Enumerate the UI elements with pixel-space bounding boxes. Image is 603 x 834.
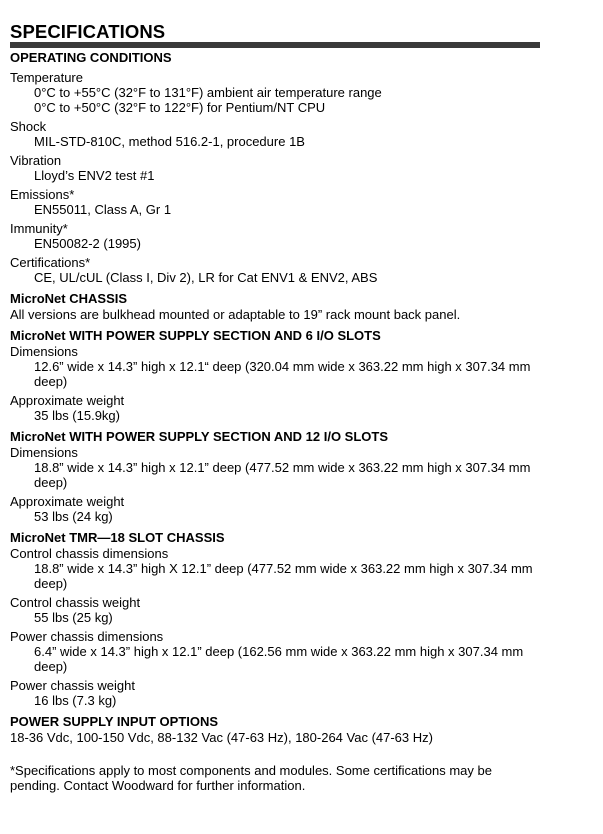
spec-value-temperature-ambient: 0°C to +55°C (32°F to 131°F) ambient air temperature range <box>34 85 382 100</box>
spec-sheet <box>10 22 595 793</box>
spec-label-power-chassis-dimensions: Power chassis dimensions <box>10 629 164 644</box>
spec-label-6-slot-weight: Approximate weight <box>10 393 125 408</box>
spec-value-6-slot-dimensions: 12.6” wide x 14.3” high x 12.1“ deep (320.04 mm wide x 363.22 mm high x 307.34 mm deep) <box>34 359 531 389</box>
spec-label-certifications: Certifications* <box>10 255 91 270</box>
section-heading-power-supply: POWER SUPPLY INPUT OPTIONS <box>10 714 219 729</box>
spec-label-12-slot-dimensions: Dimensions <box>10 445 78 460</box>
spec-label-power-chassis-weight: Power chassis weight <box>10 678 135 693</box>
footnote: *Specifications apply to most components and modules. Some certifications may be pending. Contact Woodward for further information. <box>10 763 492 793</box>
spec-label-vibration: Vibration <box>10 153 62 168</box>
spec-value-power-chassis-dimensions: 6.4” wide x 14.3” high x 12.1” deep (162.56 mm wide x 363.22 mm high x 307.34 mm deep) <box>34 644 524 674</box>
title-rule <box>10 42 540 48</box>
spec-value-12-slot-weight: 53 lbs (24 kg) <box>34 509 113 524</box>
spec-value-control-chassis-dimensions: 18.8” wide x 14.3” high X 12.1” deep (477.52 mm wide x 363.22 mm high x 307.34 mm deep) <box>34 561 533 591</box>
section-heading-tmr-chassis: MicroNet TMR—18 SLOT CHASSIS <box>10 530 225 545</box>
spec-label-shock: Shock <box>10 119 47 134</box>
section-heading-6-slots: MicroNet WITH POWER SUPPLY SECTION AND 6 I/O SLOTS <box>10 328 381 343</box>
spec-value-certifications: CE, UL/cUL (Class I, Div 2), LR for Cat ENV1 & ENV2, ABS <box>34 270 378 285</box>
spec-value-immunity: EN50082-2 (1995) <box>34 236 141 251</box>
spec-value-power-chassis-weight: 16 lbs (7.3 kg) <box>34 693 117 708</box>
spec-label-control-chassis-weight: Control chassis weight <box>10 595 141 610</box>
power-supply-options-text: 18-36 Vdc, 100-150 Vdc, 88-132 Vac (47-63 Hz), 180-264 Vac (47-63 Hz) <box>10 730 433 745</box>
spec-value-6-slot-weight: 35 lbs (15.9kg) <box>34 408 120 423</box>
spec-label-emissions: Emissions* <box>10 187 75 202</box>
spec-label-6-slot-dimensions: Dimensions <box>10 344 78 359</box>
section-heading-12-slots: MicroNet WITH POWER SUPPLY SECTION AND 12 I/O SLOTS <box>10 429 389 444</box>
spec-value-emissions: EN55011, Class A, Gr 1 <box>34 202 172 217</box>
spec-value-control-chassis-weight: 55 lbs (25 kg) <box>34 610 113 625</box>
spec-value-12-slot-dimensions: 18.8” wide x 14.3” high x 12.1” deep (477.52 mm wide x 363.22 mm high x 307.34 mm deep) <box>34 460 531 490</box>
chassis-mounting-text: All versions are bulkhead mounted or adaptable to 19” rack mount back panel. <box>10 307 461 322</box>
spec-label-12-slot-weight: Approximate weight <box>10 494 125 509</box>
page-title: SPECIFICATIONS <box>10 21 166 42</box>
spec-value-vibration: Lloyd’s ENV2 test #1 <box>34 168 155 183</box>
section-heading-operating-conditions: OPERATING CONDITIONS <box>10 50 172 65</box>
spec-label-control-chassis-dimensions: Control chassis dimensions <box>10 546 169 561</box>
spec-label-temperature: Temperature <box>10 70 83 85</box>
spec-label-immunity: Immunity* <box>10 221 68 236</box>
spec-value-shock: MIL-STD-810C, method 516.2-1, procedure 1B <box>34 134 305 149</box>
section-heading-micronet-chassis: MicroNet CHASSIS <box>10 291 128 306</box>
spec-value-temperature-cpu: 0°C to +50°C (32°F to 122°F) for Pentium/NT CPU <box>34 100 326 115</box>
